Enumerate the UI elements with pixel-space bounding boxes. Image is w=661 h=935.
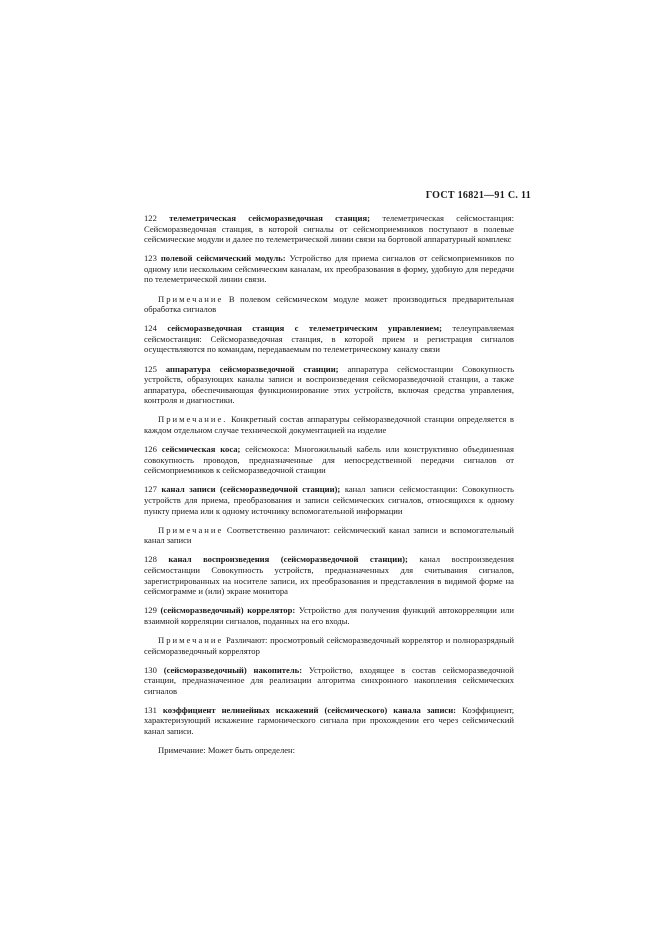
note-131 [144,745,514,756]
entry-term: сейсморазведочная станция с телеметрическим управлением; [167,323,442,334]
note-text: Различают: просмотровый сейсморазведочный коррелятор и полноразрядный сейсморазведочный коррелятор [144,634,514,656]
entry-125 [144,364,514,406]
entry-term: (сейсморазведочный) накопитель: [163,664,303,675]
entry-definition: канал воспроизведения сейсмостанции Совокупность устройств, предназначенных для считывания сигналов, зарегистрированных на носителе записи, их преобразования и представления в видимой форме на сейсмограмме и (или) экране монитора [144,554,515,597]
entry-126 [144,444,514,476]
note-text: В полевом сейсмическом модуле может производиться предварительная обработка сигналов [144,293,514,315]
entry-definition: телеметрическая сейсмостанция: Сейсморазведочная станция, в которой сигналы от сейсмоприемников поступают в полевые сейсмические модули и далее по телеметрической линии связи на бортовой аппаратурный комплекс [144,213,515,245]
entry-definition: Коэффициент, характеризующий искажение гармонического сигнала при прохождении его через сейсмический канал записи. [144,704,514,737]
entry-term: коэффициент нелинейных искажений (сейсмического) канала записи: [162,704,457,715]
note-125 [144,414,514,435]
note-127 [144,525,514,546]
entry-definition: сейсмокоса: Многожильный кабель или конструктивно объединенная совокупность проводов, предназначенные для непосредственной передачи сигналов от сейсмоприемников к сейсморазведочной станции [144,444,514,476]
entry-definition: Устройство для получения функций автокорреляции или взаимной корреляции сигналов, поданных на его входы. [144,605,514,626]
note-label: Примечание. [158,414,228,425]
entry-number: 124 [144,323,157,334]
note-label: Примечание: [158,745,206,756]
entry-number: 131 [144,704,157,715]
entry-number: 130 [144,664,157,675]
note-text: Может быть определен: [207,745,296,756]
entry-term: (сейсморазведочный) коррелятор: [160,605,296,616]
entry-number: 127 [144,484,157,495]
entry-term: телеметрическая сейсморазведочная станция; [169,213,370,223]
entry-124 [144,323,514,355]
note-label: Примечание [158,293,224,304]
entry-number: 125 [144,363,157,374]
note-text: Соответственно различают: сейсмический канал записи и вспомогательный канал записи [144,524,514,546]
entry-term: аппаратура сейсморазведочной станции; [165,363,339,374]
document-body [144,213,514,764]
entry-127 [144,484,514,516]
entry-123 [144,253,514,285]
entry-definition: Устройство, входящее в состав сейсморазведочной станции, предназначенное для реализации алгоритма синхронного накопления сейсмических сигналов [144,664,514,696]
entry-129 [144,605,514,626]
entry-number: 122 [144,213,157,223]
page-header: ГОСТ 16821—91 С. 11 [425,190,531,201]
entry-number: 126 [144,444,157,455]
note-label: Примечание [158,634,224,645]
entry-definition: аппаратура сейсмостанции Совокупность устройств, образующих каналы записи и воспроизведения сейсморазведочной станции, а также аппаратура, обеспечивающая функционирование этих устройств, включая средства управления, контроля и диагностики. [144,363,514,406]
entry-term: сейсмическая коса; [161,444,241,455]
entry-number: 129 [144,605,157,616]
note-label: Примечание [158,524,224,535]
entry-term: канал воспроизведения (сейсморазведочной станции); [168,554,408,565]
entry-128 [144,554,514,596]
note-123 [144,294,514,315]
entry-term: полевой сейсмический модуль: [160,253,286,264]
entry-term: канал записи (сейсморазведочной станции); [161,484,341,495]
entry-definition: телеуправляемая сейсмостанция: Сейсморазведочная станция, в которой прием и регистрация сигналов осуществляются по командам, передаваемым по телеметрическому каналу связи [144,323,514,355]
entry-130 [144,665,514,697]
entry-122 [144,213,514,245]
note-129 [144,635,514,656]
entry-definition: канал записи сейсмостанции: Совокупность устройств для приема, преобразования и записи сейсмических сигналов, относящихся к одному пункту приема или к одному источнику вспомогательной информации [144,484,514,516]
entry-number: 123 [144,253,157,264]
note-text: Конкретный состав аппаратуры сейморазведочной станции определяется в каждом отдельном случае технической документацией на изделие [144,414,514,435]
entry-number: 128 [144,554,157,565]
entry-131 [144,705,514,737]
entry-definition: Устройство для приема сигналов от сейсмоприемников по одному или нескольким сейсмическим каналам, их преобразования в форму, удобную для передачи по телеметрической линии связи. [144,253,514,285]
